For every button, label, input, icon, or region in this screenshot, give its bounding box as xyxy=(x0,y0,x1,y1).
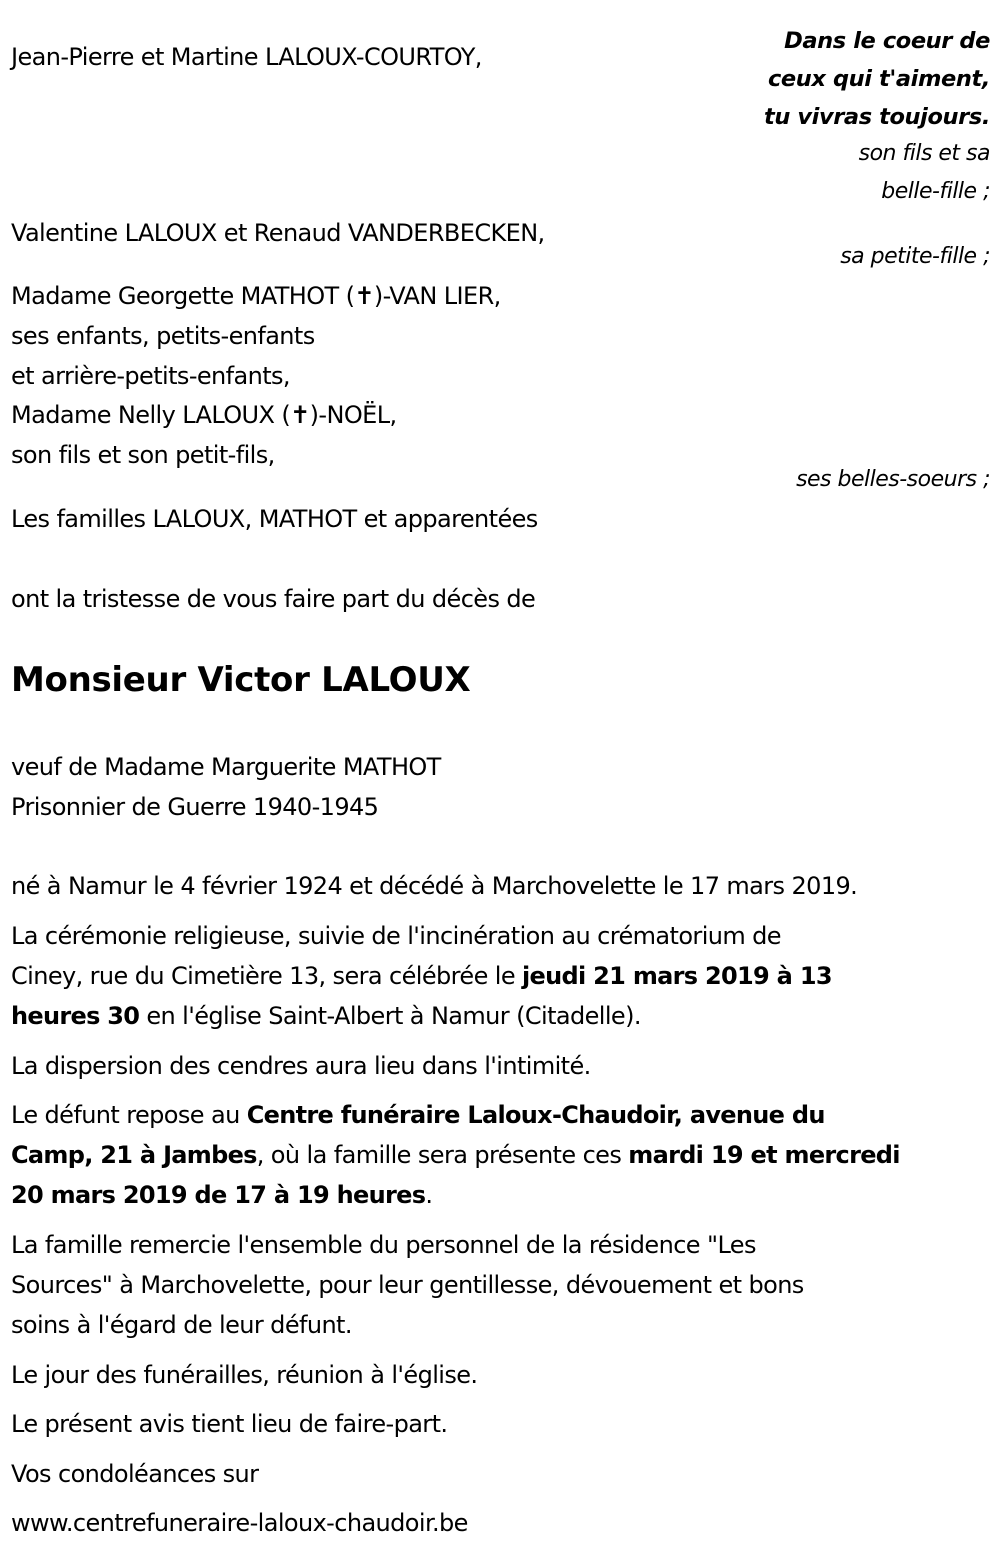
family-names: Madame Nelly LALOUX (✝)-NOËL, xyxy=(11,401,397,429)
quote-line-2: ceux qui t'aiment, xyxy=(768,66,990,92)
family-relation: ses belles-soeurs ; xyxy=(796,467,990,492)
ceremony-line xyxy=(11,996,641,1036)
family-names: Les familles LALOUX, MATHOT et apparentées xyxy=(11,505,538,533)
ceremony-date: jeudi 21 mars 2019 à 13 xyxy=(522,962,832,990)
repose-text: . xyxy=(425,1181,433,1209)
ashes-text: La dispersion des cendres aura lieu dans l'intimité. xyxy=(11,1052,591,1080)
family-names: et arrière-petits-enfants, xyxy=(11,362,290,390)
repose-line xyxy=(11,1135,900,1175)
ceremony-line xyxy=(11,956,832,996)
thanks-line: Sources" à Marchovelette, pour leur gentillesse, dévouement et bons xyxy=(11,1271,804,1299)
thanks-line: soins à l'égard de leur défunt. xyxy=(11,1311,352,1339)
announcement-text: ont la tristesse de vous faire part du décès de xyxy=(11,585,536,613)
quote-line-3: tu vivras toujours. xyxy=(763,104,990,130)
repose-text: Le défunt repose au xyxy=(11,1101,247,1129)
family-relation: sa petite-fille ; xyxy=(840,244,990,269)
deceased-detail: veuf de Madame Marguerite MATHOT xyxy=(11,753,441,781)
condolences-line xyxy=(11,1503,468,1543)
family-names: son fils et son petit-fils, xyxy=(11,441,275,469)
thanks-line: La famille remercie l'ensemble du personnel de la résidence "Les xyxy=(11,1231,756,1259)
family-relation: son fils et sa xyxy=(858,141,990,166)
family-names: Madame Georgette MATHOT (✝)-VAN LIER, xyxy=(11,282,501,310)
visitation-dates: mardi 19 et mercredi xyxy=(628,1141,900,1169)
ceremony-text: La cérémonie religieuse, suivie de l'incinération au crématorium de xyxy=(11,922,781,950)
repose-line xyxy=(11,1175,432,1215)
ceremony-text: en l'église Saint-Albert à Namur (Citadelle). xyxy=(139,1002,641,1030)
ceremony-time: heures 30 xyxy=(11,1002,140,1030)
condolences-label: Vos condoléances sur xyxy=(11,1460,259,1488)
family-names: Jean-Pierre et Martine LALOUX-COURTOY, xyxy=(11,43,482,71)
quote-line-1: Dans le coeur de xyxy=(784,28,990,54)
repose-location: Camp, 21 à Jambes xyxy=(11,1141,257,1169)
deceased-name: Monsieur Victor LALOUX xyxy=(11,660,471,700)
repose-line xyxy=(11,1095,825,1135)
family-names: ses enfants, petits-enfants xyxy=(11,322,315,350)
visitation-dates: 20 mars 2019 de 17 à 19 heures xyxy=(11,1181,426,1209)
birth-death-text: né à Namur le 4 février 1924 et décédé à Marchovelette le 17 mars 2019. xyxy=(11,872,858,900)
notice-text: Le présent avis tient lieu de faire-part. xyxy=(11,1410,448,1438)
condolences-link[interactable]: www.centrefuneraire-laloux-chaudoir.be xyxy=(11,1509,468,1537)
repose-text: , où la famille sera présente ces xyxy=(256,1141,629,1169)
ceremony-text: Ciney, rue du Cimetière 13, sera célébrée le xyxy=(11,962,523,990)
repose-location: Centre funéraire Laloux-Chaudoir, avenue du xyxy=(246,1101,825,1129)
family-relation: belle-fille ; xyxy=(881,179,990,204)
deceased-detail: Prisonnier de Guerre 1940-1945 xyxy=(11,793,379,821)
ceremony-line xyxy=(11,916,781,956)
meeting-text: Le jour des funérailles, réunion à l'église. xyxy=(11,1361,478,1389)
family-names: Valentine LALOUX et Renaud VANDERBECKEN, xyxy=(11,219,545,247)
